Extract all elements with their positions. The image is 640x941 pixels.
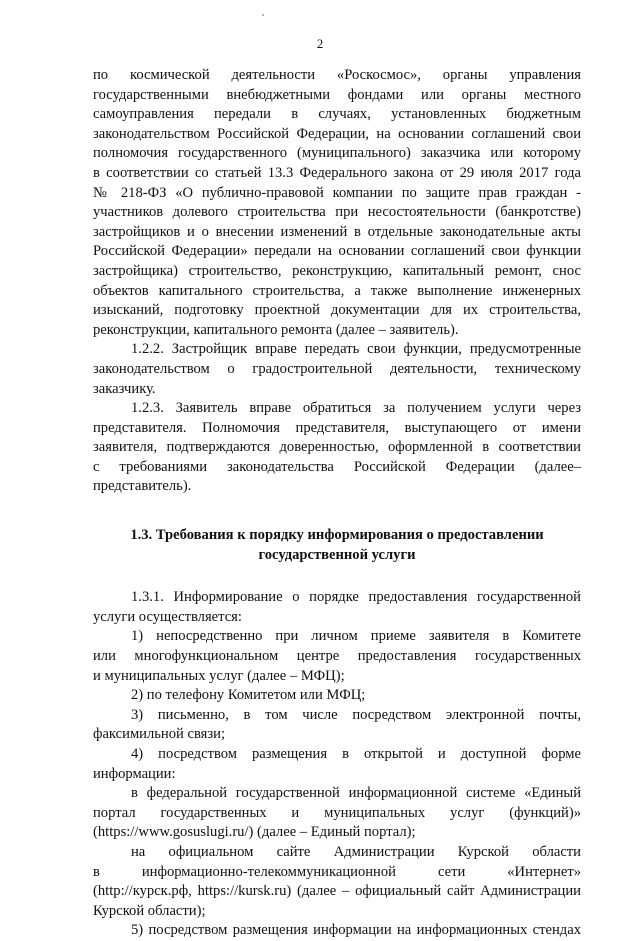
text-line: полномочия государственного (муниципального) заказчика или которому <box>93 145 581 162</box>
text-line: реконструкции, капитального ремонта (далее – заявитель). <box>93 321 459 338</box>
list-item-2 <box>93 686 581 706</box>
text-line: 4) посредством размещения в открытой и доступной форме <box>131 746 581 762</box>
text-line: Курской области); <box>93 902 206 919</box>
text-line: законодательством Российской Федерации, на основании соглашений свои <box>93 125 581 142</box>
text-line: портал государственных и муниципальных услуг (функций)» <box>93 804 581 821</box>
text-line: с требованиями законодательства Российской Федерации (далее– <box>93 458 581 475</box>
paragraph-applicants-definition <box>93 66 581 340</box>
list-item-1 <box>93 627 581 686</box>
text-line: факсимильной связи; <box>93 726 226 743</box>
text-line: (http://курск.рф, https://kursk.ru) (далее – официальный сайт Администрации <box>93 883 581 900</box>
section-heading-1-3 <box>93 526 581 565</box>
text-line: объектов капитального строительства, а также выполнение инженерных <box>93 282 581 299</box>
text-line: 1.2.2. Застройщик вправе передать свои функции, предусмотренные <box>131 341 581 358</box>
page-number: 2 <box>316 36 324 51</box>
text-line: в информационно-телекоммуникационной сети «Интернет» <box>93 863 581 880</box>
paragraph-1-2-3 <box>93 399 581 497</box>
text-line: 1.2.3. Заявитель вправе обратиться за получением услуги через <box>131 400 581 417</box>
text-line: самоуправления передали в случаях, установленных бюджетным <box>93 106 581 123</box>
text-line: участников долевого строительства при несостоятельности (банкротстве) <box>93 204 581 221</box>
text-line: застройщиков и о внесении изменений в отдельные законодательные акты <box>93 223 581 240</box>
text-line: услуги осуществляется: <box>93 608 242 625</box>
list-item-4 <box>93 745 581 784</box>
text-line: по космической деятельности «Роскосмос», органы управления <box>93 67 581 83</box>
text-line: в соответствии со статьей 13.3 Федерального закона от 29 июля 2017 года <box>93 164 581 181</box>
text-line: представитель). <box>93 478 192 495</box>
list-item-3 <box>93 706 581 745</box>
text-line: информации: <box>93 765 176 782</box>
text-line: 2) по телефону Комитетом или МФЦ; <box>131 687 366 704</box>
text-line: на официальном сайте Администрации Курской области <box>131 843 581 860</box>
text-line: государственными внебюджетными фондами или органы местного <box>93 86 581 103</box>
text-line: или многофункциональном центре предоставления государственных <box>93 648 581 665</box>
text-line: представителя. Полномочия представителя, выступающего от имени <box>93 419 581 436</box>
document-body <box>93 66 581 941</box>
list-subitem-official-site <box>93 843 581 921</box>
text-line: заказчику. <box>93 380 156 397</box>
text-line: изысканий, подготовку проектной документации для их строительства, <box>93 302 581 319</box>
scan-speck <box>262 14 264 16</box>
text-line: в федеральной государственной информационной системе «Единый <box>131 785 581 802</box>
text-line: Российской Федерации» передали на основании соглашений свои функции <box>93 243 581 260</box>
text-line: № 218-ФЗ «О публично-правовой компании по защите прав граждан - <box>93 184 581 201</box>
heading-line: 1.3. Требования к порядку информирования о предоставлении <box>130 527 544 544</box>
text-line: 1.3.1. Информирование о порядке предоставления государственной <box>131 589 581 606</box>
text-line: заявителя, подтверждаются доверенностью, оформленной в соответствии <box>93 439 581 456</box>
list-subitem-unified-portal <box>93 784 581 843</box>
text-line: застройщика) строительство, реконструкцию, капитальный ремонт, снос <box>93 262 581 279</box>
text-line: законодательством о градостроительной деятельности, техническому <box>93 360 581 377</box>
list-item-5 <box>93 921 581 941</box>
text-line: и муниципальных услуг (далее – МФЦ); <box>93 667 345 684</box>
heading-line: государственной услуги <box>258 546 416 563</box>
text-line: (https://www.gosuslugi.ru/) (далее – Единый портал); <box>93 824 416 841</box>
text-line: 1) непосредственно при личном приеме заявителя в Комитете <box>131 628 581 645</box>
paragraph-1-2-2 <box>93 340 581 399</box>
text-line: 3) письменно, в том числе посредством электронной почты, <box>131 706 581 723</box>
paragraph-1-3-1 <box>93 588 581 627</box>
text-line: 5) посредством размещения информации на информационных стендах <box>131 922 581 939</box>
